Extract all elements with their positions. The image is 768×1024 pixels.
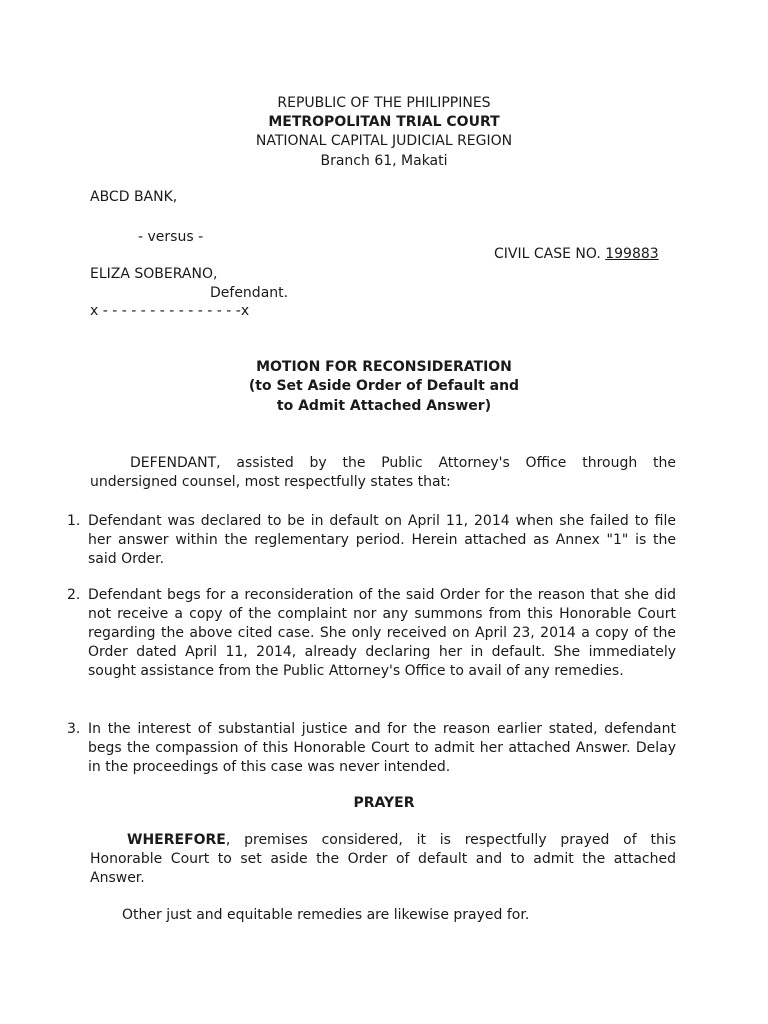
defendant-name: ELIZA SOBERANO, [90,266,218,282]
numbered-paragraph-1: Defendant was declared to be in default on April 11, 2014 when she failed to file her answer within the reglementary period. Herein attached as Annex "1" is the said Order. [88,513,676,567]
wherefore-keyword: WHEREFORE [127,832,226,848]
intro-text: DEFENDANT, assisted by the Public Attorney's Office through the undersigned counsel, most respectfully states that: [90,455,676,490]
versus-label: - versus - [138,229,204,245]
court-header-court-name: METROPOLITAN TRIAL COURT [268,114,500,130]
defendant-role: Defendant. [210,285,289,301]
case-number: 199883 [605,246,659,262]
court-header-republic: REPUBLIC OF THE PHILIPPINES [277,95,491,111]
motion-title: MOTION FOR RECONSIDERATION [256,359,512,375]
court-header-region: NATIONAL CAPITAL JUDICIAL REGION [255,133,513,149]
court-header-branch: Branch 61, Makati [320,153,448,169]
paragraph-number: 2. [67,587,81,603]
prayer-heading: PRAYER [353,795,415,811]
paragraph-number: 1. [67,513,81,529]
intro-paragraph [90,454,676,492]
paragraph-number: 3. [67,721,81,737]
caption-separator: x - - - - - - - - - - - - - - -x [90,303,250,319]
motion-subtitle-line2: to Admit Attached Answer) [276,398,492,414]
wherefore-text: , premises considered, it is respectfully prayed of this Honorable Court to set aside the Order of default and to admit the attached Answer. [90,832,676,886]
case-number-label: CIVIL CASE NO. [494,246,606,262]
numbered-paragraph-2: Defendant begs for a reconsideration of the said Order for the reason that she did not receive a copy of the complaint nor any summons from this Honorable Court regarding the above cited case. She only received on April 23, 2014 a copy of the Order dated April 11, 2014, already declaring her in default. She immediately sought assistance from the Public Attorney's Office to avail of any remedies. [88,587,676,679]
motion-subtitle-line1: (to Set Aside Order of Default and [248,378,520,394]
wherefore-paragraph [90,831,676,888]
plaintiff-name: ABCD BANK, [90,189,178,205]
case-number-line [494,245,659,264]
numbered-paragraph-3: In the interest of substantial justice and for the reason earlier stated, defendant begs the compassion of this Honorable Court to admit her attached Answer. Delay in the proceedings of this case was never intended. [88,721,676,775]
other-remedies: Other just and equitable remedies are likewise prayed for. [122,907,530,923]
